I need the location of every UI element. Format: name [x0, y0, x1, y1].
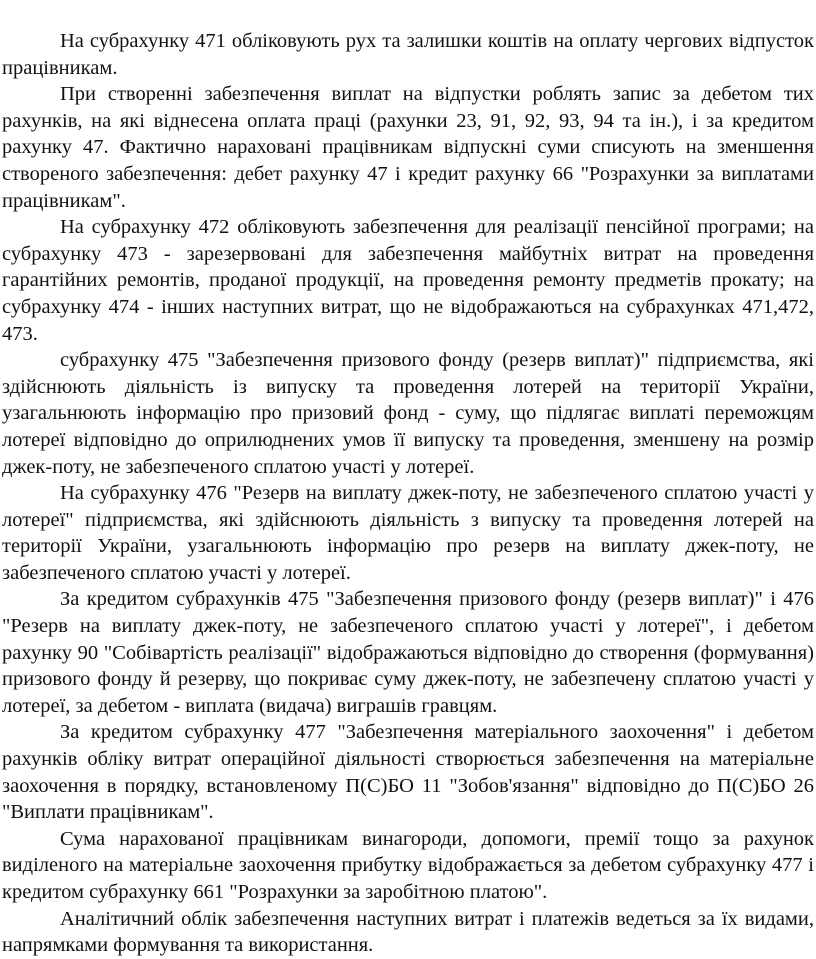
paragraph-subaccounts-472-474: На субрахунку 472 обліковують забезпечення для реалізації пенсійної програми; на субрахунку 473 - зарезервовані для забезпечення майбутніх витрат на проведення гарантійних ремонтів, проданої продукції, на проведення ремонту предметів прокату; на субрахунку 474 - інших наступних витрат, що не відображаються на субрахунках 471,472, 473.	[2, 216, 814, 345]
paragraph-subaccount-471: На субрахунку 471 обліковують рух та залишки коштів на оплату чергових відпусток працівникам.	[2, 30, 814, 79]
paragraph-subaccount-475: субрахунку 475 "Забезпечення призового фонду (резерв виплат)" підприємства, які здійснюють діяльність із випуску та проведення лотерей на території України, узагальнюють інформацію про призовий фонд - суму, що підлягає виплаті переможцям лотереї відповідно до оприлюднених умов її випуску та проведення, зменшену на розмір джек-поту, не забезпеченого сплатою участі у лотереї.	[2, 349, 814, 478]
paragraph-subaccount-477: За кредитом субрахунку 477 "Забезпечення матеріального заохочення" і дебетом рахунків обліку витрат операційної діяльності створюється забезпечення на матеріальне заохочення в порядку, встановленому П(С)БО 11 "Зобов'язання" відповідно до П(С)БО 26 "Виплати працівникам".	[2, 721, 814, 824]
paragraph-vacation-provision: При створенні забезпечення виплат на відпустки роблять запис за дебетом тих рахунків, на які віднесена оплата праці (рахунки 23, 91, 92, 93, 94 та ін.), і за кредитом рахунку 47. Фактично нараховані працівникам відпускні суми списують на зменшення створеного забезпечення: дебет рахунку 47 і кредит рахунку 66 "Розрахунки за виплатами працівникам".	[2, 83, 814, 212]
paragraph-reward-accrual: Сума нарахованої працівникам винагороди, допомоги, премії тощо за рахунок виділеного на матеріальне заохочення прибутку відображається за дебетом субрахунку 477 і кредитом субрахунку 661 "Розрахунки за заробітною платою".	[2, 827, 814, 903]
paragraph-analytical-accounting: Аналітичний облік забезпечення наступних витрат і платежів ведеться за їх видами, напрямками формування та використання.	[2, 907, 814, 957]
paragraph-credit-475-476: За кредитом субрахунків 475 "Забезпечення призового фонду (резерв виплат)" і 476 "Резерв на виплату джек-поту, не забезпеченого сплатою участі у лотереї", і дебетом рахунку 90 "Собівартість реалізації" відображаються відповідно до створення (формування) призового фонду й резерву, що покриває суму джек-поту, не забезпечену сплатою участі у лотереї, за дебетом - виплата (видача) виграшів гравцям.	[2, 588, 814, 717]
paragraph-subaccount-476: На субрахунку 476 "Резерв на виплату джек-поту, не забезпеченого сплатою участі у лотереї" підприємства, які здійснюють діяльність з випуску та проведення лотерей на території України, узагальнюють інформацію про резерв на виплату джек-поту, не забезпеченого сплатою участі у лотереї.	[2, 482, 814, 584]
